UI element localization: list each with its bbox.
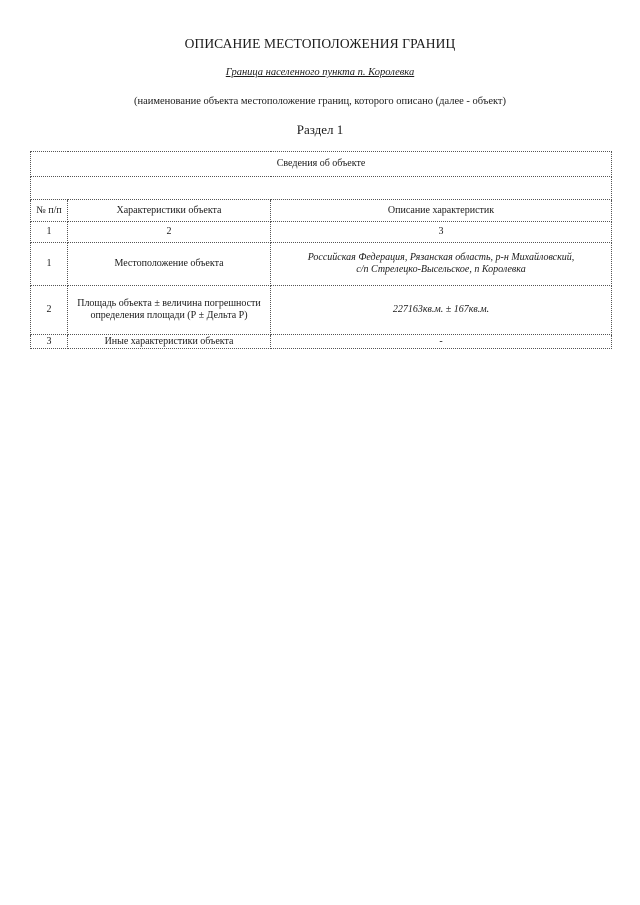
table-row bbox=[31, 335, 612, 349]
description-cell bbox=[271, 243, 612, 286]
column-header-number: № п/п bbox=[31, 200, 68, 222]
column-header-characteristic: Характеристики объекта bbox=[68, 200, 271, 222]
column-header-description: Описание характеристик bbox=[271, 200, 612, 222]
object-name: Граница населенного пункта п. Королевка bbox=[225, 67, 415, 78]
table-heading-row bbox=[31, 152, 612, 177]
table-row bbox=[31, 243, 612, 286]
section-title: Раздел 1 bbox=[296, 122, 344, 137]
column-number-3: 3 bbox=[271, 222, 612, 243]
description-line: с/п Стрелецко-Высельское, п Королевка bbox=[356, 264, 526, 275]
row-number: 3 bbox=[31, 335, 68, 349]
table-empty-row bbox=[31, 177, 612, 200]
document-title: ОПИСАНИЕ МЕСТОПОЛОЖЕНИЯ ГРАНИЦ bbox=[184, 36, 456, 51]
description-cell: 227163кв.м. ± 167кв.м. bbox=[271, 286, 612, 335]
table-row bbox=[31, 286, 612, 335]
empty-cell bbox=[31, 177, 612, 200]
characteristic-cell: Иные характеристики объекта bbox=[68, 335, 271, 349]
description-cell: - bbox=[271, 335, 612, 349]
column-header-row bbox=[31, 200, 612, 222]
object-info-table bbox=[30, 151, 612, 349]
column-number-1: 1 bbox=[31, 222, 68, 243]
row-number: 1 bbox=[31, 243, 68, 286]
column-number-row bbox=[31, 222, 612, 243]
column-number-2: 2 bbox=[68, 222, 271, 243]
object-name-caption: (наименование объекта местоположение границ, которого описано (далее - объект) bbox=[133, 96, 507, 107]
row-number: 2 bbox=[31, 286, 68, 335]
description-line: Российская Федерация, Рязанская область, р-н Михайловский, bbox=[307, 252, 575, 263]
characteristic-cell: Местоположение объекта bbox=[68, 243, 271, 286]
characteristic-cell: Площадь объекта ± величина погрешности определения площади (Р ± Дельта Р) bbox=[68, 286, 271, 335]
table-heading: Сведения об объекте bbox=[31, 152, 612, 177]
